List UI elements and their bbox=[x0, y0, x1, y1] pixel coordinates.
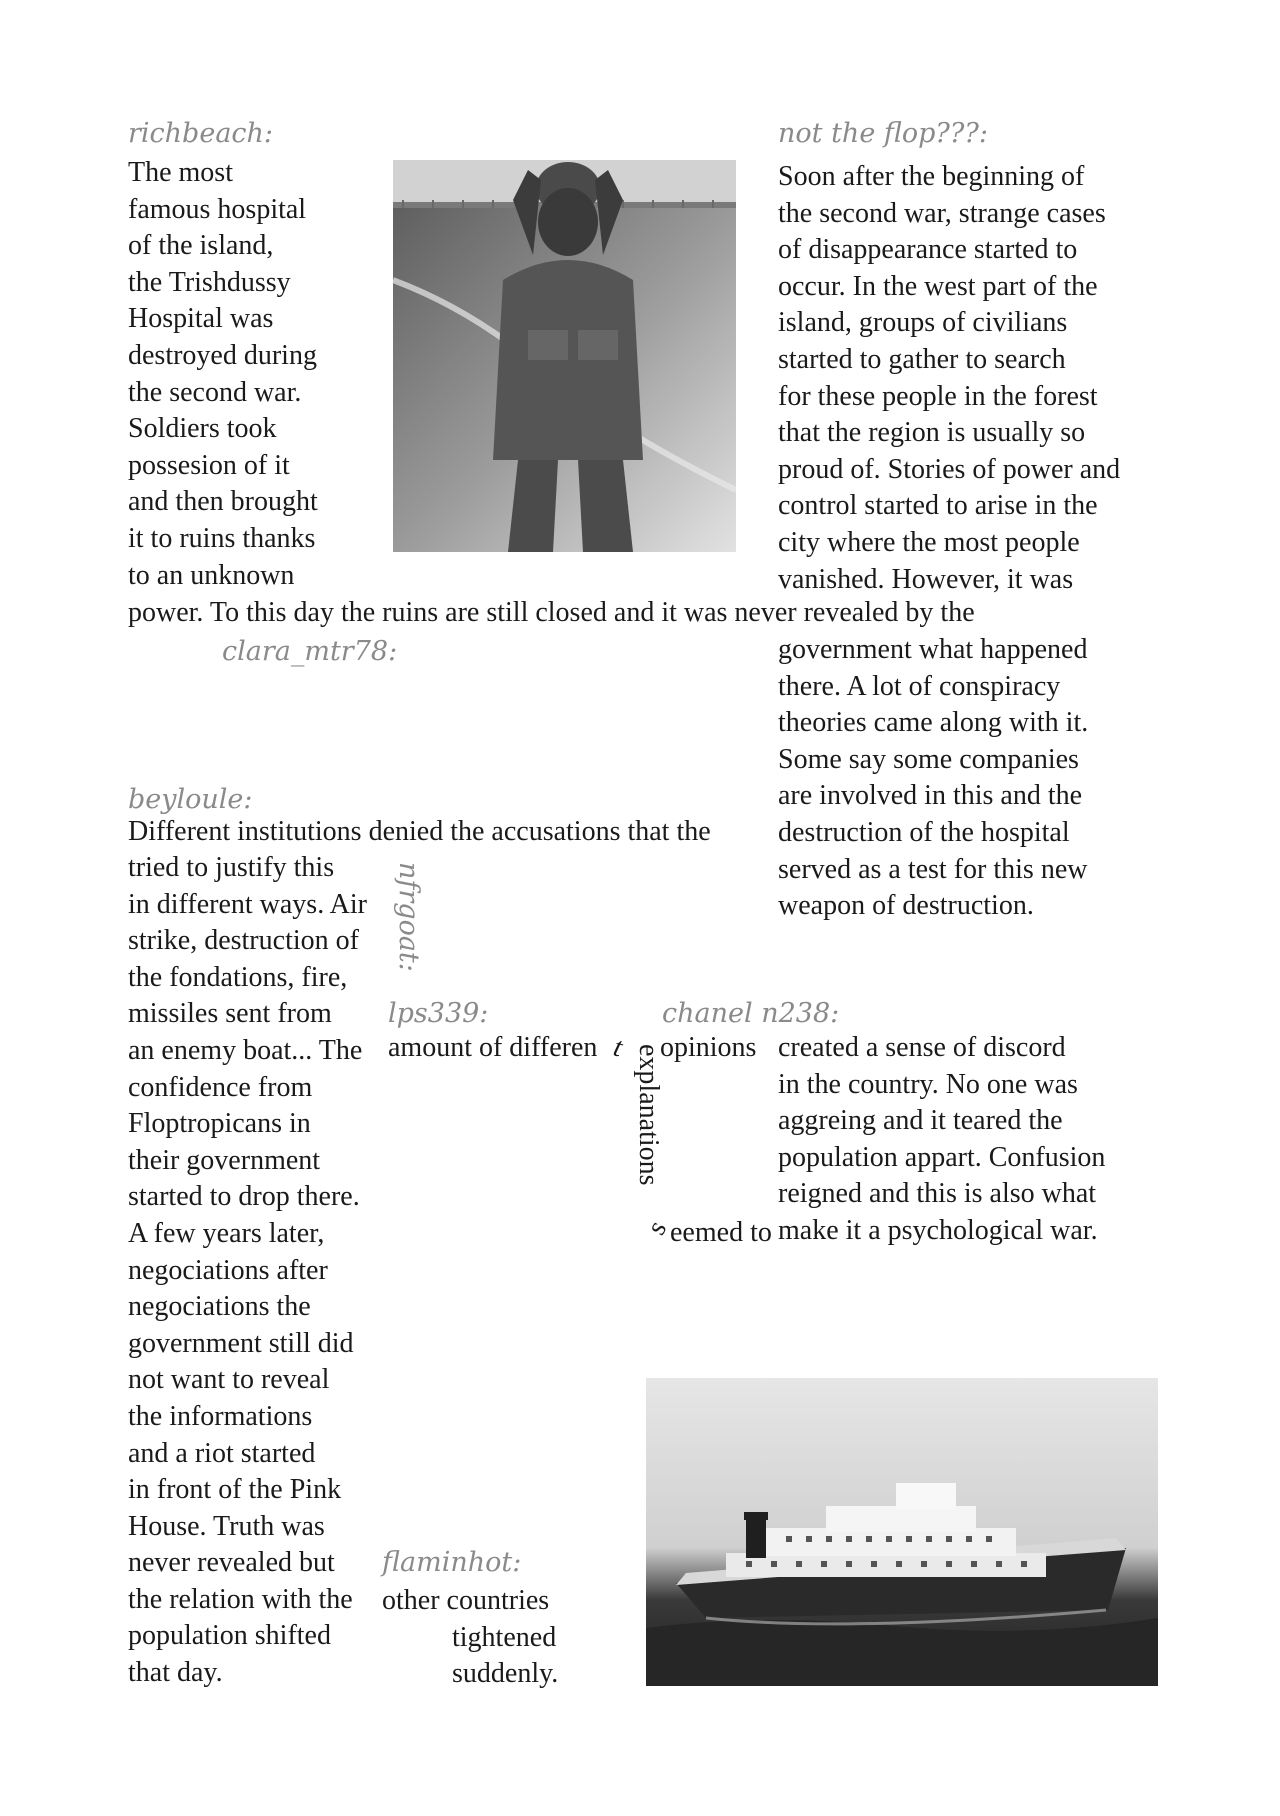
text-line: vanished. However, it was bbox=[778, 563, 1074, 595]
text-line: tried to justify this bbox=[128, 852, 335, 883]
text-line: government still did bbox=[128, 1327, 354, 1359]
post-flaminhot-line3: suddenly. bbox=[452, 1658, 559, 1689]
text-line: confidence from bbox=[128, 1071, 313, 1103]
username-flaminhot: flaminhot: bbox=[382, 1547, 522, 1578]
ship-photo-art bbox=[646, 1378, 1158, 1686]
username-nfrgoat: nfrgoat: bbox=[393, 862, 424, 972]
text-line: the Trishdussy bbox=[128, 266, 291, 298]
username-chanel: chanel n238: bbox=[662, 998, 840, 1029]
text-line: House. Truth was bbox=[128, 1510, 325, 1542]
text-line: the second war. bbox=[128, 376, 302, 408]
text-line: never revealed but bbox=[128, 1547, 335, 1579]
text-line: created a sense of discord bbox=[778, 1032, 1066, 1063]
text-line: Soon after the beginning of bbox=[778, 161, 1085, 192]
text-line: A few years later, bbox=[128, 1217, 325, 1249]
text-line: there. A lot of conspiracy bbox=[778, 670, 1061, 702]
text-line: missiles sent from bbox=[128, 998, 332, 1030]
post-lps339-text-a: amount of differen bbox=[388, 1032, 598, 1063]
ship-photo bbox=[646, 1378, 1158, 1686]
post-richbeach-text bbox=[128, 155, 318, 594]
text-line: island, groups of civilians bbox=[778, 307, 1068, 339]
text-line: government what happened bbox=[778, 634, 1088, 665]
text-line: not want to reveal bbox=[128, 1364, 330, 1396]
text-line: population shifted bbox=[128, 1620, 331, 1652]
text-line: of disappearance started to bbox=[778, 234, 1078, 266]
post-not-the-flop-text-after bbox=[778, 632, 1088, 925]
post-not-the-flop-text bbox=[778, 159, 1120, 598]
username-richbeach: richbeach: bbox=[128, 118, 274, 149]
text-line: strike, destruction of bbox=[128, 925, 359, 957]
text-line: in different ways. Air bbox=[128, 888, 367, 920]
text-line: theories came along with it. bbox=[778, 707, 1089, 739]
text-line: destruction of the hospital bbox=[778, 816, 1070, 848]
text-line: the relation with the bbox=[128, 1583, 353, 1615]
text-line: their government bbox=[128, 1144, 321, 1176]
username-clara: clara_mtr78: bbox=[222, 636, 398, 667]
text-line: aggreing and it teared the bbox=[778, 1105, 1063, 1137]
beach-photo bbox=[393, 160, 736, 552]
text-line: control started to arise in the bbox=[778, 490, 1098, 522]
text-line: the fondations, fire, bbox=[128, 961, 348, 993]
username-beyloule: beyloule: bbox=[128, 784, 253, 815]
post-lps339-vertical: explanations bbox=[633, 1044, 664, 1186]
post-richbeach-continuation: power. To this day the ruins are still closed and it was never revealed by the bbox=[128, 597, 975, 628]
post-beyloule-text bbox=[128, 850, 367, 1692]
text-line: that the region is usually so bbox=[778, 417, 1086, 449]
text-line: Hospital was bbox=[128, 303, 274, 335]
text-line: started to drop there. bbox=[128, 1181, 360, 1213]
username-lps339: lps339: bbox=[388, 998, 489, 1029]
text-line: the second war, strange cases bbox=[778, 197, 1106, 229]
text-line: weapon of destruction. bbox=[778, 890, 1034, 922]
text-line: make it a psychological war. bbox=[778, 1214, 1098, 1246]
post-flaminhot-line1: other countries bbox=[382, 1585, 550, 1616]
text-line: reigned and this is also what bbox=[778, 1178, 1097, 1210]
text-line: Soldiers took bbox=[128, 413, 277, 445]
text-line: it to ruins thanks bbox=[128, 522, 316, 554]
post-chanel-text bbox=[778, 1030, 1105, 1250]
text-line: The most bbox=[128, 157, 233, 188]
text-line: started to gather to search bbox=[778, 343, 1066, 375]
username-not-the-flop: not the flop???: bbox=[778, 118, 988, 149]
text-line: served as a test for this new bbox=[778, 853, 1088, 885]
text-line: of the island, bbox=[128, 230, 274, 262]
text-line: in front of the Pink bbox=[128, 1474, 342, 1506]
text-line: to an unknown bbox=[128, 559, 295, 591]
text-line: destroyed during bbox=[128, 339, 317, 371]
text-line: Floptropicans in bbox=[128, 1108, 311, 1140]
post-flaminhot-line2: tightened bbox=[452, 1622, 557, 1653]
text-line: in the country. No one was bbox=[778, 1068, 1078, 1100]
text-line: negociations the bbox=[128, 1291, 311, 1323]
text-line: an enemy boat... The bbox=[128, 1034, 363, 1066]
text-line: Some say some companies bbox=[778, 743, 1079, 775]
post-chanel-first-word: opinions bbox=[660, 1032, 757, 1063]
text-line: for these people in the forest bbox=[778, 380, 1098, 412]
text-line: the informations bbox=[128, 1400, 313, 1432]
text-line: occur. In the west part of the bbox=[778, 270, 1098, 302]
post-beyloule-first-line: Different institutions denied the accusations that the bbox=[128, 816, 711, 847]
text-line: and then brought bbox=[128, 486, 318, 518]
post-lps339-letter-s: s bbox=[640, 1215, 674, 1241]
text-line: negociations after bbox=[128, 1254, 328, 1286]
post-lps339-letter-t: t bbox=[610, 1031, 626, 1064]
beach-photo-art bbox=[393, 160, 736, 552]
text-line: that day. bbox=[128, 1657, 223, 1689]
text-line: population appart. Confusion bbox=[778, 1141, 1106, 1173]
text-line: are involved in this and the bbox=[778, 780, 1083, 812]
text-line: proud of. Stories of power and bbox=[778, 453, 1121, 485]
text-line: famous hospital bbox=[128, 193, 307, 225]
text-line: city where the most people bbox=[778, 526, 1080, 558]
text-line: and a riot started bbox=[128, 1437, 316, 1469]
post-lps339-text-b: eemed to bbox=[670, 1217, 772, 1248]
text-line: possesion of it bbox=[128, 449, 290, 481]
